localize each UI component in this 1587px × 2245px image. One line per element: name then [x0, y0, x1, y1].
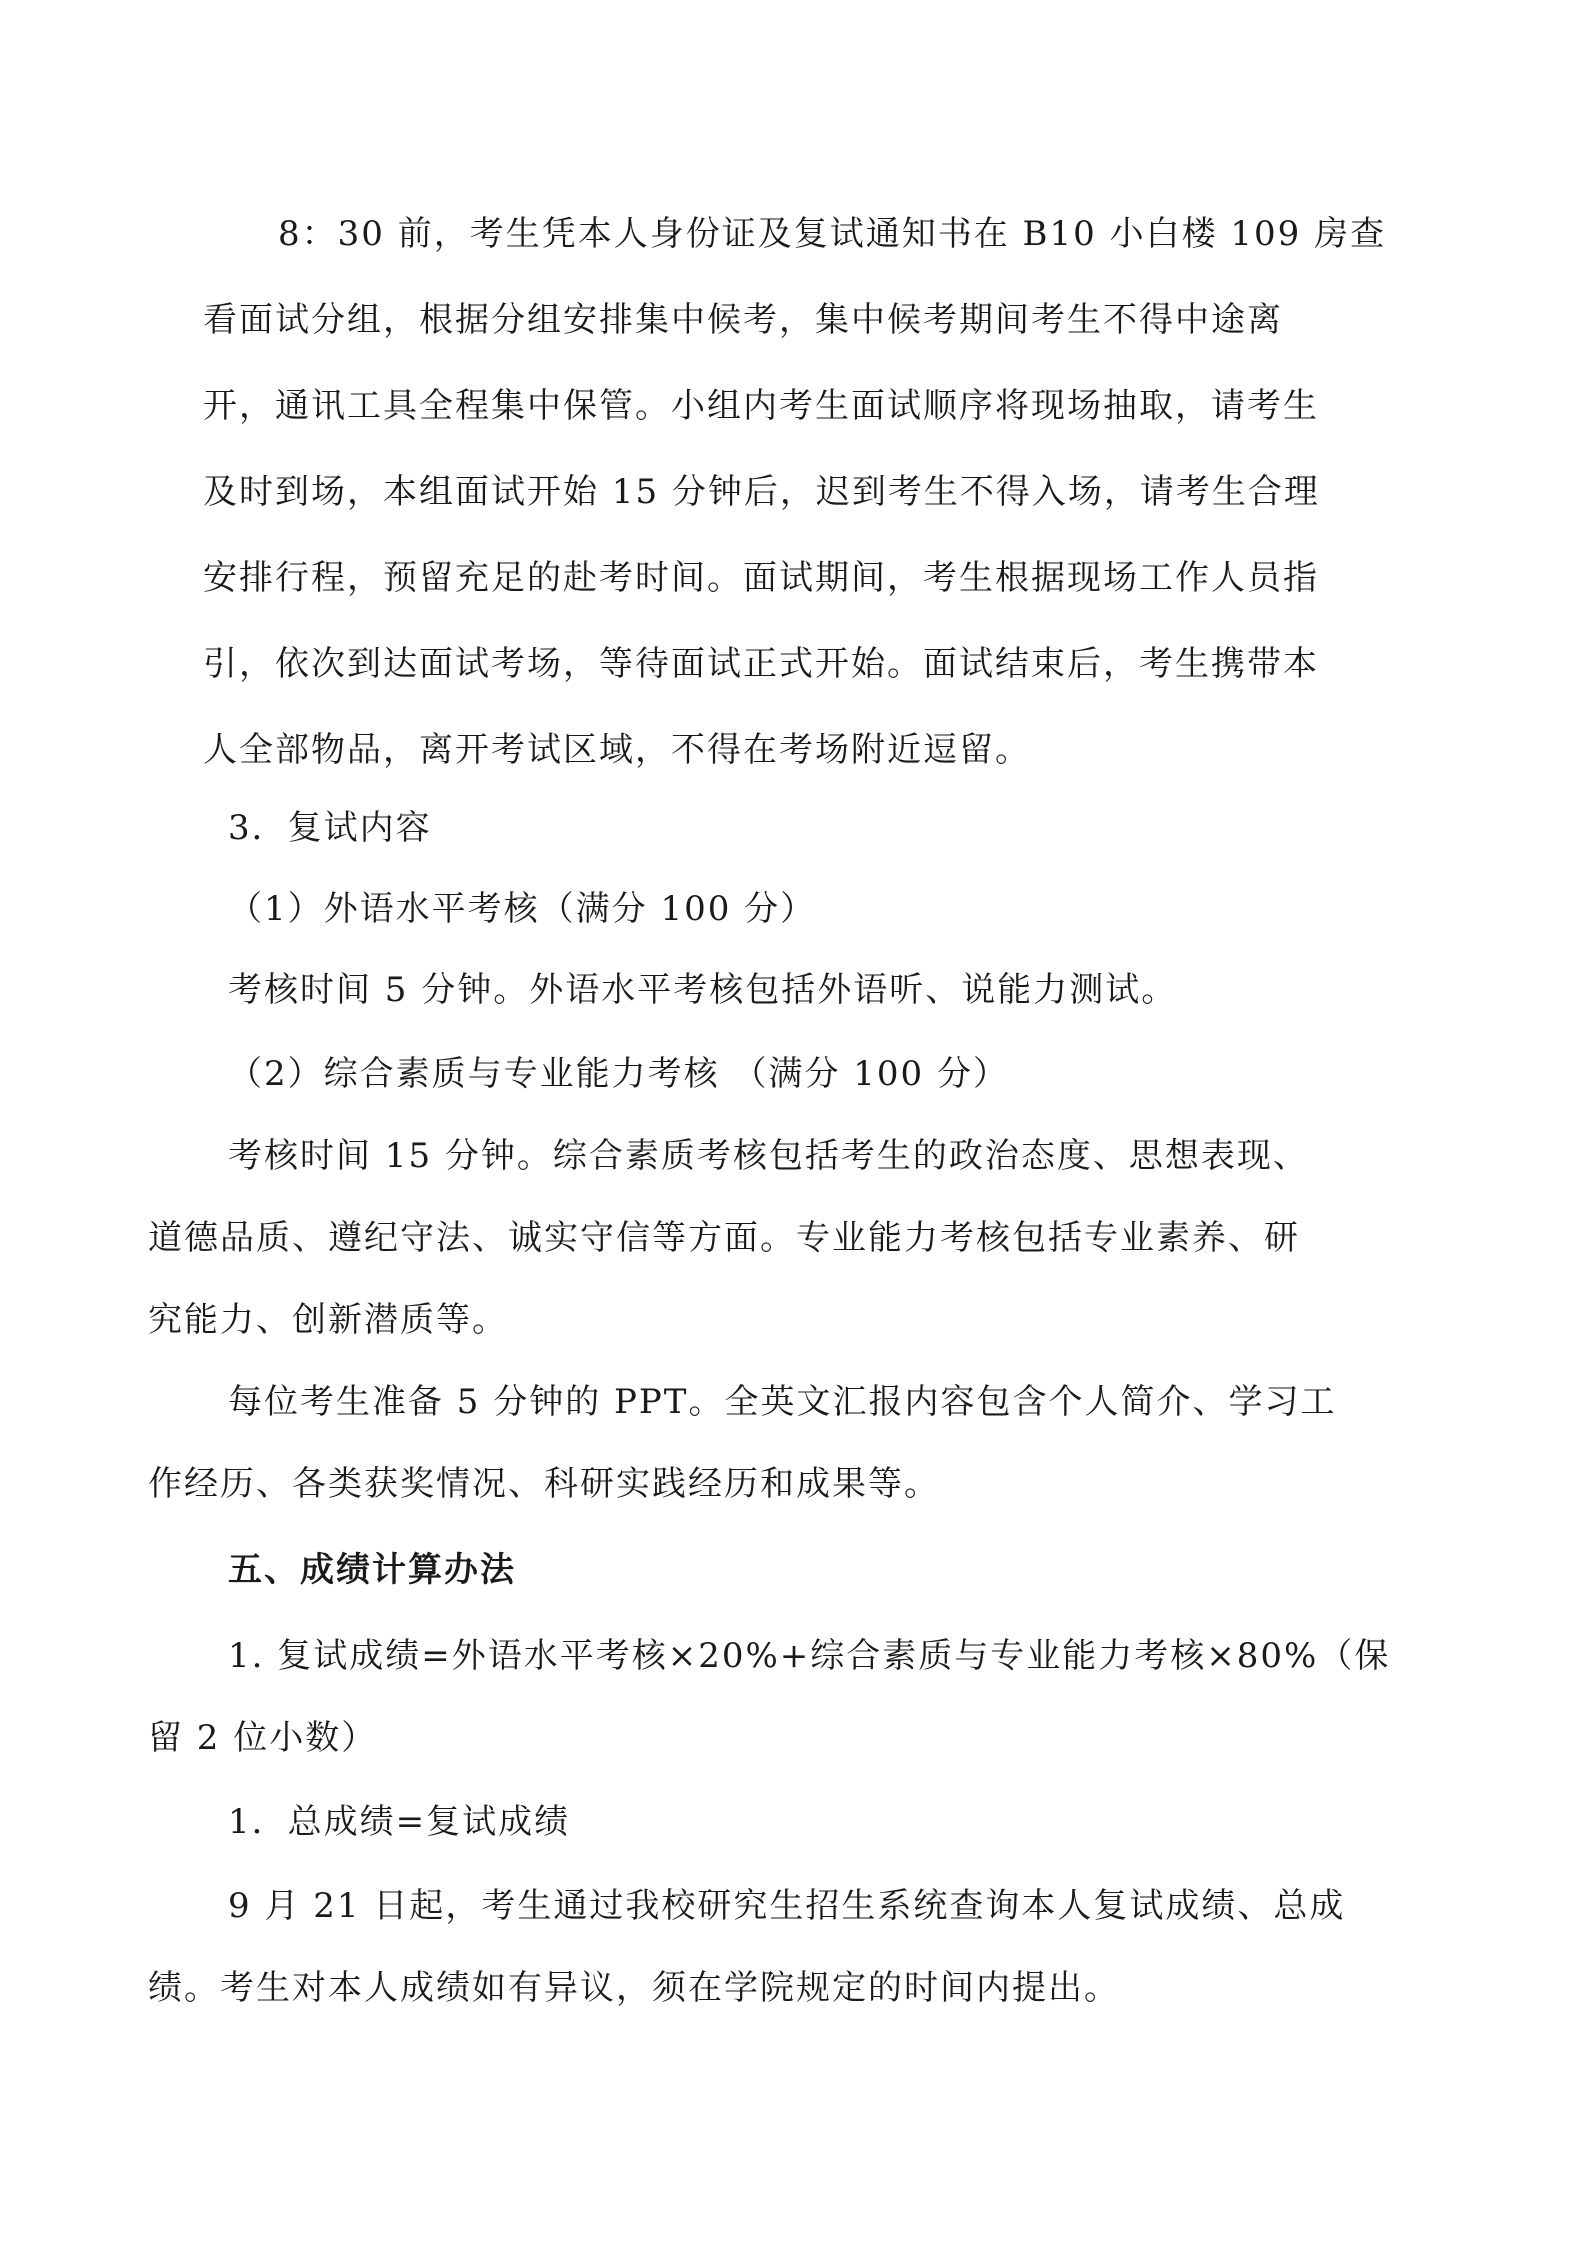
section-5-title: 五、成绩计算办法 — [228, 1550, 516, 1590]
section-3-title: 3．复试内容 — [228, 808, 432, 848]
formula-line: 1. 复试成绩=外语水平考核×20%+综合素质与专业能力考核×80%（保 — [228, 1636, 1391, 1676]
paragraph-line: 究能力、创新潜质等。 — [148, 1300, 508, 1340]
paragraph-line: 考核时间 15 分钟。综合素质考核包括考生的政治态度、思想表现、 — [228, 1136, 1309, 1176]
paragraph-line: 及时到场，本组面试开始 15 分钟后，迟到考生不得入场，请考生合理 — [203, 472, 1320, 512]
paragraph-line: 8：30 前，考生凭本人身份证及复试通知书在 B10 小白楼 109 房查 — [278, 214, 1387, 254]
paragraph-line: 人全部物品，离开考试区域，不得在考场附近逗留。 — [203, 730, 1031, 770]
paragraph-line: 道德品质、遵纪守法、诚实守信等方面。专业能力考核包括专业素养、研 — [148, 1218, 1300, 1258]
total-score-formula: 1．总成绩=复试成绩 — [228, 1802, 571, 1842]
paragraph-line: 每位考生准备 5 分钟的 PPT。全英文汇报内容包含个人简介、学习工 — [228, 1382, 1337, 1422]
item-2-title: （2）综合素质与专业能力考核 （满分 100 分） — [228, 1054, 1009, 1094]
paragraph-line: 引，依次到达面试考场，等待面试正式开始。面试结束后，考生携带本 — [203, 644, 1319, 684]
paragraph-line: 开，通讯工具全程集中保管。小组内考生面试顺序将现场抽取，请考生 — [203, 386, 1319, 426]
paragraph-line: 作经历、各类获奖情况、科研实践经历和成果等。 — [148, 1464, 940, 1504]
item-1-title: （1）外语水平考核（满分 100 分） — [228, 889, 817, 929]
paragraph-line: 绩。考生对本人成绩如有异议，须在学院规定的时间内提出。 — [148, 1968, 1120, 2008]
paragraph-line: 安排行程，预留充足的赴考时间。面试期间，考生根据现场工作人员指 — [203, 558, 1319, 598]
paragraph-line: 9 月 21 日起，考生通过我校研究生招生系统查询本人复试成绩、总成 — [228, 1886, 1346, 1926]
formula-line: 留 2 位小数） — [148, 1718, 378, 1758]
paragraph-line: 看面试分组，根据分组安排集中候考，集中候考期间考生不得中途离 — [203, 300, 1283, 340]
item-1-body: 考核时间 5 分钟。外语水平考核包括外语听、说能力测试。 — [228, 970, 1178, 1010]
